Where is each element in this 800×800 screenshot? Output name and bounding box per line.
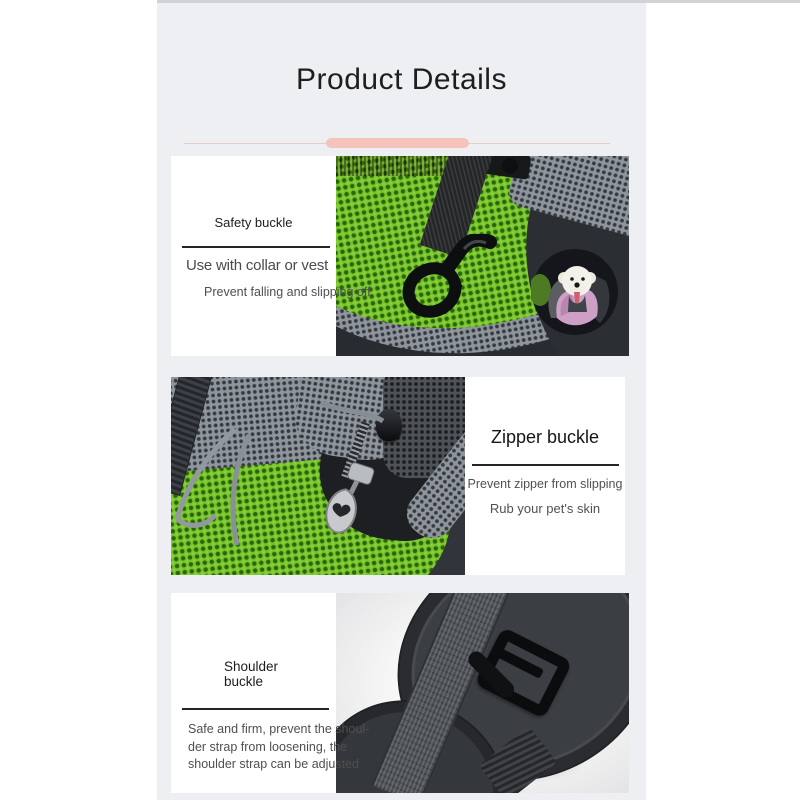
photo-shoulder-buckle: [336, 593, 629, 793]
card-line: Rub your pet's skin: [489, 501, 601, 516]
card-underline: [472, 464, 619, 466]
photo-safety-buckle: [336, 156, 629, 356]
card-title: [224, 659, 278, 689]
strap-knob: [502, 158, 518, 174]
title-accent-bar: [326, 138, 469, 148]
card-subtitle: Use with collar or vest: [186, 257, 329, 274]
card-title-line: buckle: [224, 674, 264, 689]
card-description: [188, 721, 369, 774]
photo-zipper-buckle: [171, 377, 465, 575]
section-zipper-buckle: [171, 377, 629, 575]
card-title: Safety buckle: [214, 215, 293, 230]
zipper-pull: [171, 377, 465, 575]
snap-hook: [394, 234, 504, 319]
card-title-line: Shoulder: [224, 659, 279, 674]
zipper-buckle-card: [465, 377, 625, 575]
card-line: Prevent zipper from slipping: [467, 477, 623, 491]
safety-buckle-card: [171, 156, 371, 356]
card-title: Zipper buckle: [490, 427, 600, 447]
page-title: Product Details: [296, 63, 507, 96]
shoulder-buckle-card: [171, 593, 370, 793]
section-shoulder-buckle: [171, 593, 629, 793]
card-underline: [182, 708, 329, 710]
description-line: Safe and firm, prevent the shoul-: [188, 722, 370, 736]
section-safety-buckle: [171, 156, 629, 356]
product-details-panel: [157, 3, 646, 800]
description-line: shoulder strap can be adjusted: [188, 757, 359, 771]
card-note: Prevent falling and slipping off: [204, 285, 371, 299]
description-line: der strap from loosening, the: [188, 739, 348, 754]
card-underline: [182, 246, 330, 248]
dog-photo-inset: [531, 248, 619, 336]
